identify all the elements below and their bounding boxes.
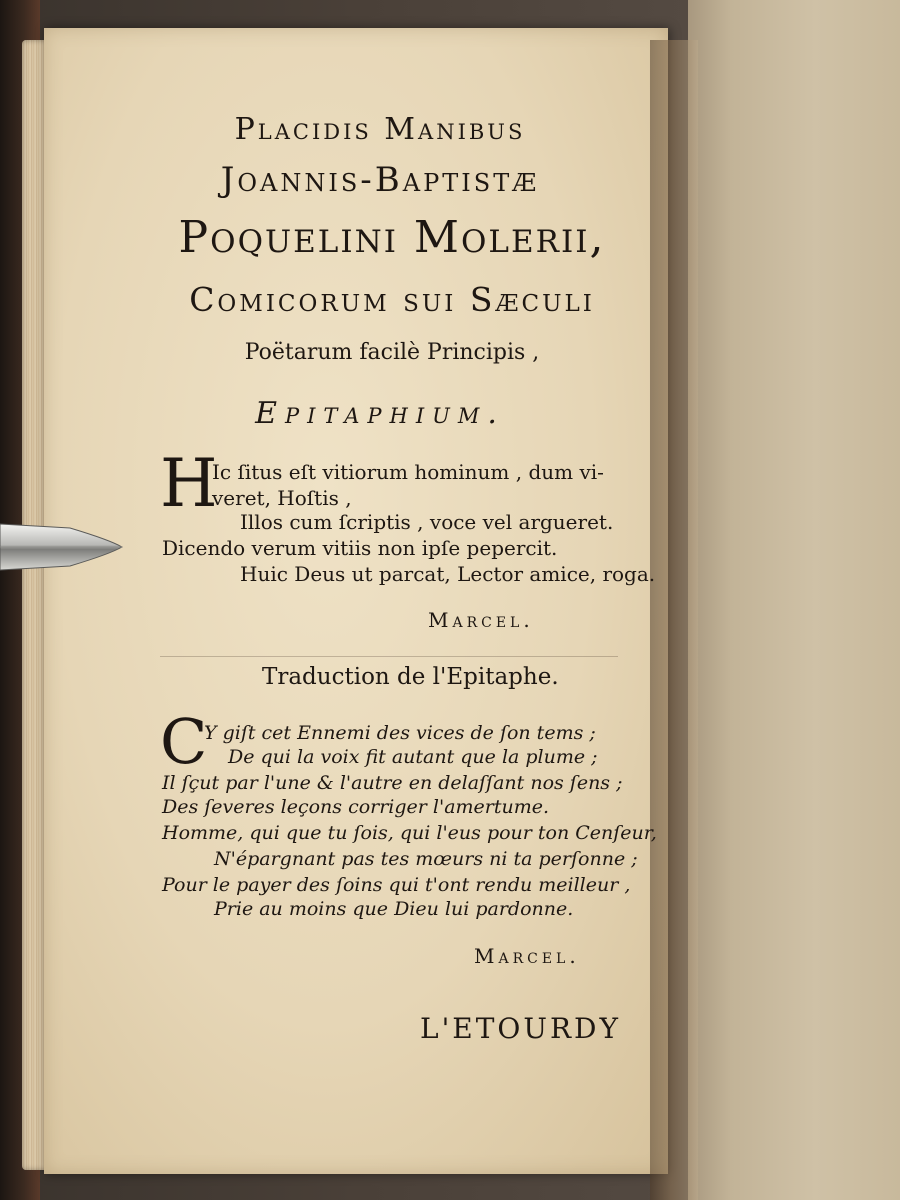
french-drop-cap: C xyxy=(160,705,208,778)
title-line-2: Joannis-Baptistæ xyxy=(220,160,540,200)
letter-opener-blade xyxy=(0,518,124,576)
title-line-5: Poëtarum facilè Principis , xyxy=(244,340,540,365)
title-line-1: Placidis Manibus xyxy=(234,112,526,147)
translation-heading: Traduction de l'Epitaphe. xyxy=(262,664,559,690)
section-divider xyxy=(160,656,618,657)
french-line-3: Il ſçut par l'une & l'autre en delaſſant nos ſens ; xyxy=(162,772,623,794)
french-line-8: Prie au moins que Dieu lui pardonne. xyxy=(214,898,574,920)
catchword: L'ETOURDY xyxy=(420,1012,621,1045)
french-line-7: Pour le payer des ſoins qui t'ont rendu meilleur , xyxy=(162,874,631,896)
french-line-4: Des ſeveres leçons corriger l'amertume. xyxy=(162,796,550,818)
latin-line-5: Huic Deus ut parcat, Lector amice, roga. xyxy=(240,562,656,586)
french-line-2: De qui la voix fit autant que la plume ; xyxy=(228,746,598,768)
french-line-6: N'épargnant pas tes mœurs ni ta perſonne ; xyxy=(214,848,638,870)
french-line-1: Y giſt cet Ennemi des vices de ſon tems ; xyxy=(204,722,596,744)
title-line-3: Poquelini Molerii, xyxy=(178,212,606,263)
latin-line-2: veret, Hoſtis , xyxy=(212,486,352,510)
latin-line-1: Ic ſitus eſt vitiorum hominum , dum vi- xyxy=(212,460,604,484)
latin-signature: Marcel. xyxy=(428,608,534,632)
title-line-4: Comicorum sui Sæculi xyxy=(189,280,595,319)
french-signature: Marcel. xyxy=(474,944,580,968)
latin-line-4: Dicendo verum vitiis non ipſe pepercit. xyxy=(162,536,558,560)
latin-drop-cap: H xyxy=(160,445,218,522)
epitaph-heading: Epitaphium. xyxy=(255,396,505,431)
french-line-5: Homme, qui que tu ſois, qui l'eus pour ton Cenſeur, xyxy=(162,822,657,844)
latin-line-3: Illos cum ſcriptis , voce vel argueret. xyxy=(240,510,614,534)
